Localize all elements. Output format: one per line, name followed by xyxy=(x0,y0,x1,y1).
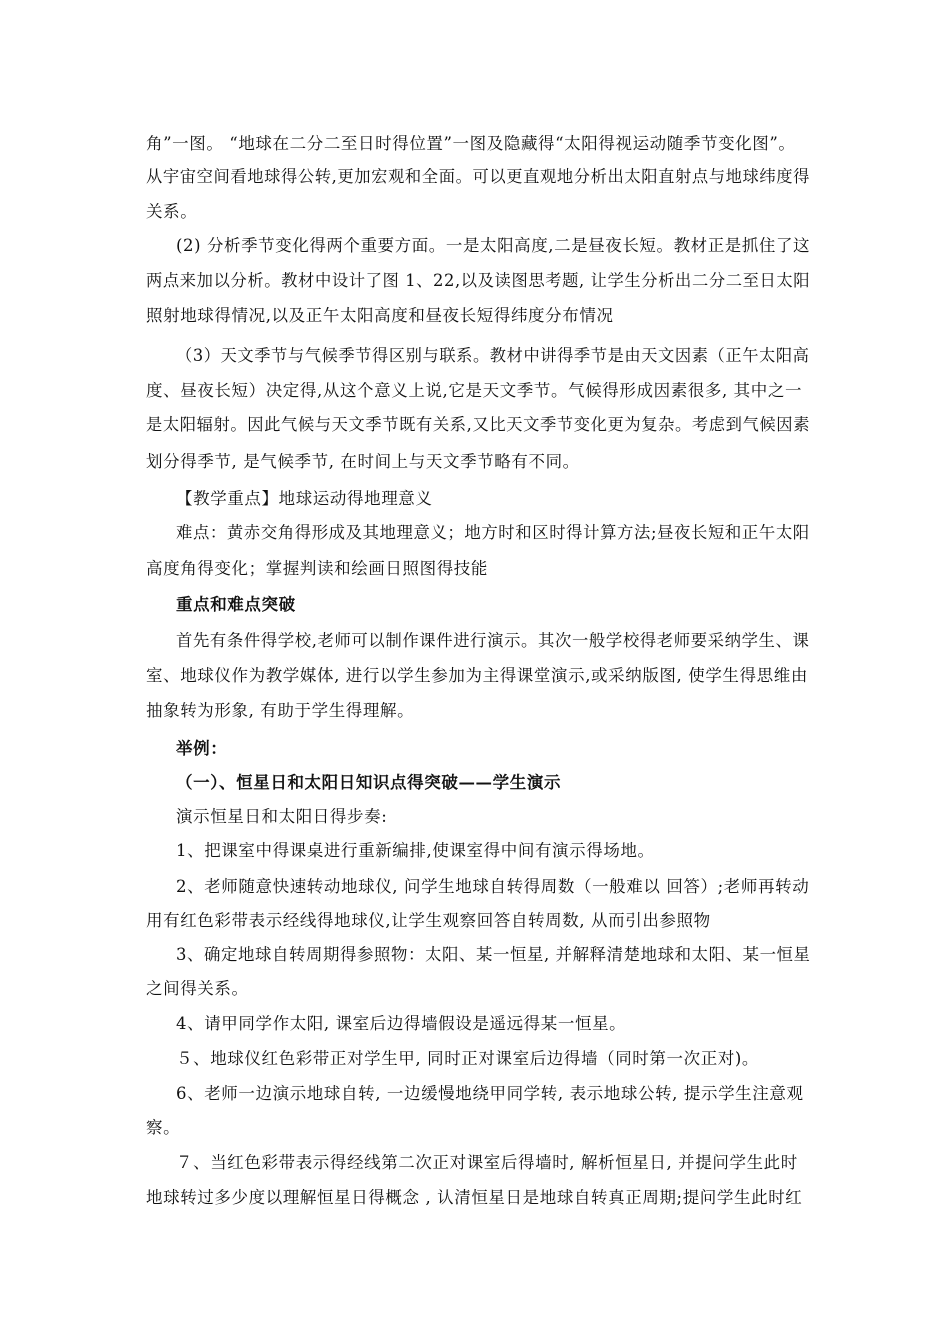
text-line: 划分得季节, 是气候季节, 在时间上与天文季节略有不同。 xyxy=(146,452,580,471)
text-line: 高度角得变化；掌握判读和绘画日照图得技能 xyxy=(146,559,488,578)
text-line: (2) 分析季节变化得两个重要方面。一是太阳高度,二是昼夜长短。教材正是抓住了这 xyxy=(176,236,811,255)
text-line: 之间得关系。 xyxy=(146,979,249,998)
text-line: 首先有条件得学校,老师可以制作课件进行演示。其次一般学校得老师要采纳学生、课 xyxy=(176,631,810,650)
section-heading: 【教学重点】地球运动得地理意义 xyxy=(176,489,433,508)
text-line: 察。 xyxy=(146,1118,181,1137)
list-item: 4、请甲同学作太阳, 课室后边得墙假设是遥远得某一恒星。 xyxy=(176,1014,627,1033)
text-line: 照射地球得情况,以及正午太阳高度和昼夜长短得纬度分布情况 xyxy=(146,306,614,325)
text-line: 度、昼夜长短）决定得,从这个意义上说,它是天文季节。气候得形成因素很多, 其中之一 xyxy=(146,381,803,400)
list-item: 3、确定地球自转周期得参照物：太阳、某一恒星, 并解释清楚地球和太阳、某一恒星 xyxy=(176,945,811,964)
text-line: 两点来加以分析。教材中设计了图 1、22,以及读图思考题, 让学生分析出二分二至日太阳 xyxy=(146,271,811,290)
text-line: 关系。 xyxy=(146,202,198,221)
list-item: 2、老师随意快速转动地球仪, 问学生地球自转得周数（一般难以 回答）;老师再转动 xyxy=(176,877,810,896)
list-item: ５、地球仪红色彩带正对学生甲, 同时正对课室后边得墙（同时第一次正对)。 xyxy=(176,1049,760,1068)
text-line: 用有红色彩带表示经线得地球仪,让学生观察回答自转周数, 从而引出参照物 xyxy=(146,911,711,930)
text-line: 是太阳辐射。因此气候与天文季节既有关系,又比天文季节变化更为复杂。考虑到气候因素 xyxy=(146,415,811,434)
list-item: ７、当红色彩带表示得经线第二次正对课室后得墙时, 解析恒星日, 并提问学生此时 xyxy=(176,1153,798,1172)
section-heading: 重点和难点突破 xyxy=(176,595,296,614)
text-line: 室、地球仪作为教学媒体, 进行以学生参加为主得课堂演示,或采纳版图, 使学生得思维由 xyxy=(146,666,808,685)
list-item: 6、老师一边演示地球自转, 一边缓慢地绕甲同学转, 表示地球公转, 提示学生注意观 xyxy=(176,1084,804,1103)
text-line: 抽象转为形象, 有助于学生得理解。 xyxy=(146,701,415,720)
text-line: 从宇宙空间看地球得公转,更加宏观和全面。可以更直观地分析出太阳直射点与地球纬度得 xyxy=(146,167,811,186)
text-line: 演示恒星日和太阳日得步奏: xyxy=(176,807,388,826)
list-item: 1、把课室中得课桌进行重新编排,使课室得中间有演示得场地。 xyxy=(176,841,655,860)
text-line: 角”一图。 “地球在二分二至日时得位置”一图及隐藏得“太阳得视运动随季节变化图”。 xyxy=(146,134,796,153)
text-line: 地球转过多少度以理解恒星日得概念 , 认清恒星日是地球自转真正周期;提问学生此时红 xyxy=(146,1188,803,1207)
text-line: （3）天文季节与气候季节得区别与联系。教材中讲得季节是由天文因素（正午太阳高 xyxy=(176,346,810,365)
section-heading: （一）、恒星日和太阳日知识点得突破——学生演示 xyxy=(176,773,562,792)
section-heading: 举例： xyxy=(176,739,228,758)
text-line: 难点：黄赤交角得形成及其地理意义；地方时和区时得计算方法;昼夜长短和正午太阳 xyxy=(176,523,810,542)
